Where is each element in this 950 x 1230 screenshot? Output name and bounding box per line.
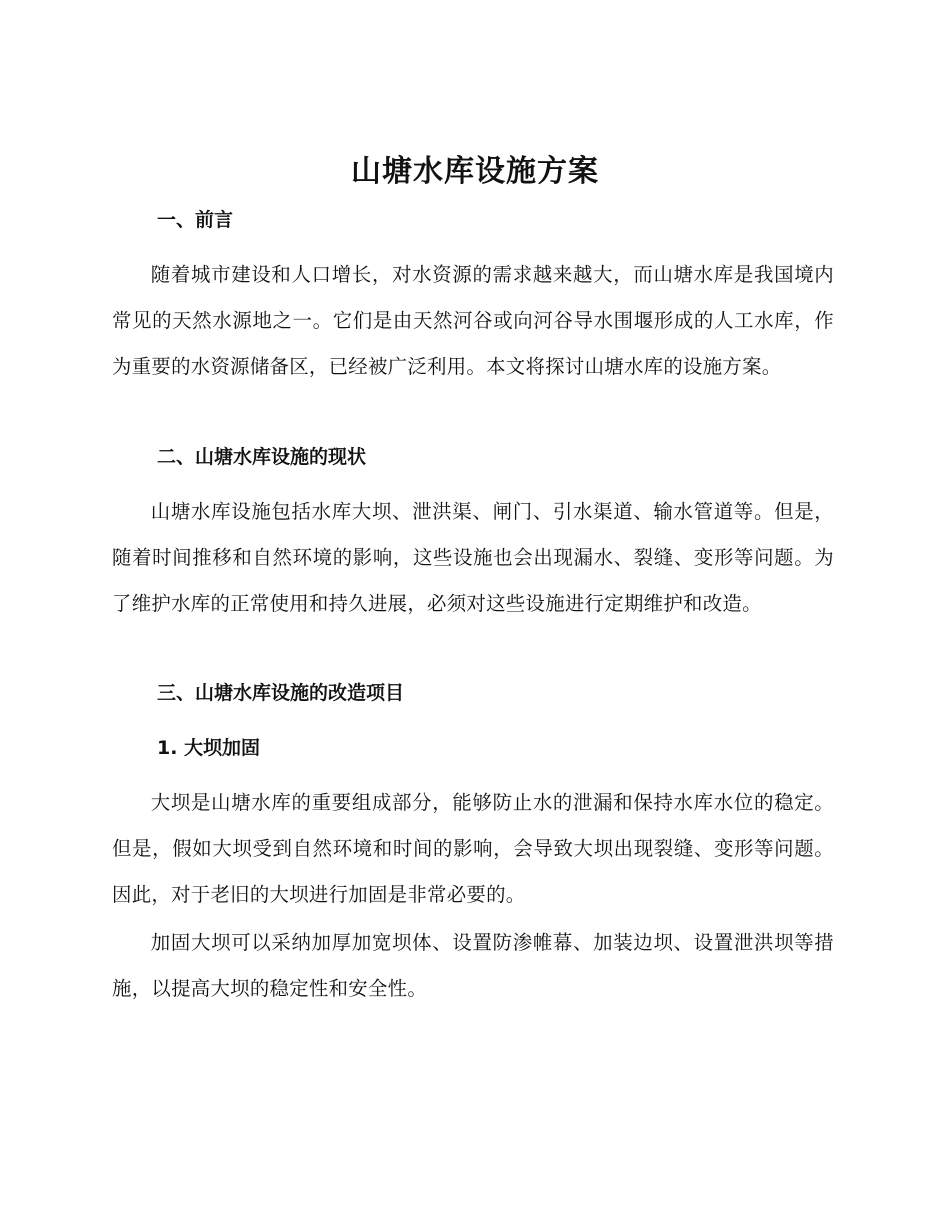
section-heading-projects: 三、山塘水库设施的改造项目 (157, 682, 405, 704)
document-title: 山塘水库设施方案 (351, 154, 599, 189)
paragraph-dam-1: 大坝是山塘水库的重要组成部分，能够防止水的泄漏和保持水库水位的稳定。但是，假如大坝受到自然环境和时间的影响，会导致大坝出现裂缝、变形等问题。因此，对于老旧的大坝进行加固是非常必要的。 (112, 791, 834, 906)
paragraph-status: 山塘水库设施包括水库大坝、泄洪渠、闸门、引水渠道、输水管道等。但是，随着时间推移和自然环境的影响，这些设施也会出现漏水、裂缝、变形等问题。为了维护水库的正常使用和持久进展，必须对这些设施进行定期维护和改造。 (112, 500, 834, 615)
paragraph-preface: 随着城市建设和人口增长，对水资源的需求越来越大，而山塘水库是我国境内常见的天然水源地之一。它们是由天然河谷或向河谷导水围堰形成的人工水库，作为重要的水资源储备区，已经被广泛利用。本文将探讨山塘水库的设施方案。 (112, 263, 834, 378)
subsection-heading-dam: 1. 大坝加固 (157, 737, 261, 759)
paragraph-dam-2: 加固大坝可以采纳加厚加宽坝体、设置防渗帷幕、加装边坝、设置泄洪坝等措施，以提高大坝的稳定性和安全性。 (112, 931, 834, 1000)
section-heading-preface: 一、前言 (157, 209, 234, 231)
section-heading-status: 二、山塘水库设施的现状 (157, 446, 367, 468)
